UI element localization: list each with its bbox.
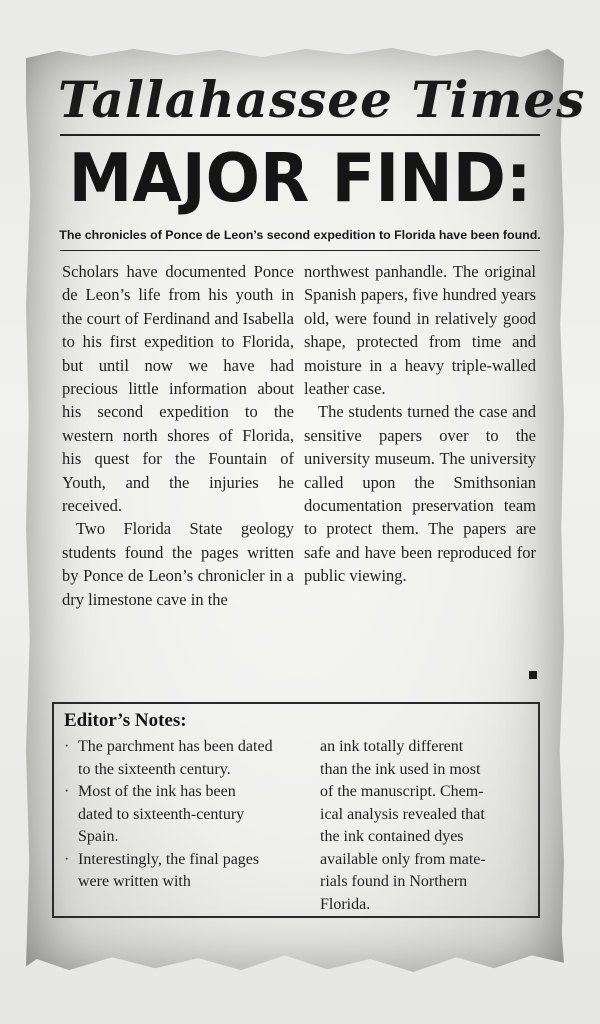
article-paragraph: northwest panhandle. The original Spanish papers, five hundred years old, were found in relatively good shape, protected from time and moisture in a heavy triple-walled leather case. — [304, 262, 536, 399]
article-column-left — [62, 260, 294, 611]
note-line: an ink totally different — [320, 738, 464, 755]
article-paragraph: Two Florida State geology students found the pages written by Ponce de Leon’s chronicler in a dry limestone cave in the — [62, 519, 294, 609]
note-line: than the ink used in most — [320, 760, 481, 778]
note-line: ical analysis revealed that — [320, 805, 485, 823]
bullet-dot-icon: · — [64, 783, 70, 800]
note-text: Interestingly, the final pages were written with — [78, 850, 260, 890]
headline: MAJOR FIND: — [68, 140, 532, 218]
note-text: The parchment has been dated to the sixteenth century. — [78, 738, 273, 778]
note-text: Most of the ink has been dated to sixteenth-century Spain. — [78, 783, 245, 845]
note-line: rials found in Northern — [320, 873, 468, 890]
editors-notes-continuation — [320, 736, 530, 916]
article-paragraph: The students turned the case and sensitive papers over to the university museum. The university called upon the Smithsonian documentation preservation team to protect them. The papers are safe and have been reproduced for public viewing. — [304, 402, 536, 586]
editors-notes-box — [52, 702, 540, 918]
note-line: Florida. — [320, 895, 371, 913]
note-bullet — [64, 849, 274, 894]
subhead: The chronicles of Ponce de Leon’s second expedition to Florida have been found. — [59, 228, 541, 242]
editors-notes-bullets — [64, 736, 274, 894]
end-mark-icon — [529, 671, 537, 679]
note-bullet — [64, 781, 274, 849]
subhead-rule — [60, 250, 540, 251]
note-bullet — [64, 736, 274, 781]
masthead: Tallahassee Times — [58, 70, 586, 129]
editors-notes-title: Editor’s Notes: — [64, 710, 187, 731]
article-paragraph: Scholars have documented Ponce de Leon’s life from his youth in the court of Ferdinand and Isabella to his first expedition to Florida, but until now we have had precious little information about his second expedition to the western north shores of Florida, his quest for the Fountain of Youth, and the injuries he received. — [62, 262, 294, 516]
masthead-rule — [60, 134, 540, 136]
article-column-right — [304, 260, 536, 588]
bullet-dot-icon: · — [64, 738, 70, 755]
note-line: the ink contained dyes — [320, 828, 464, 845]
note-line: available only from mate- — [320, 850, 486, 868]
bullet-dot-icon: · — [64, 850, 70, 868]
note-line: of the manuscript. Chem- — [320, 783, 484, 800]
